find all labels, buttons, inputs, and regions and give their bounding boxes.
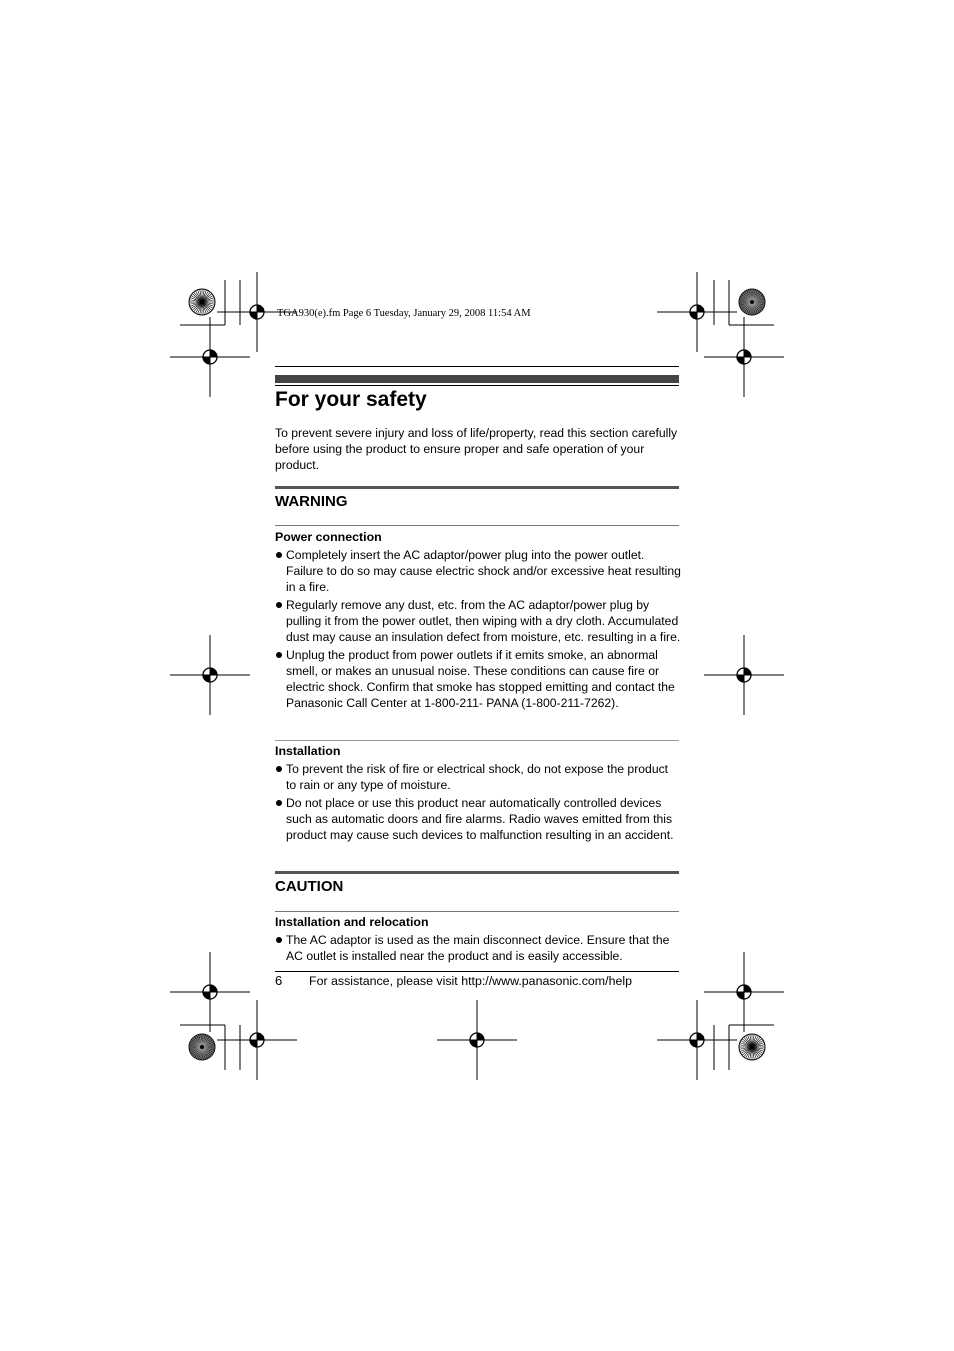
list-item: Unplug the product from power outlets if it emits smoke, an abnormal smell, or makes an unusual noise. These conditions can cause fire or electric shock. Confirm that smoke has stopped emitting and contact the Panasonic Call Center at 1-800-211- PANA (1-800-211-7262).: [275, 647, 681, 711]
list-item: Completely insert the AC adaptor/power plug into the power outlet. Failure to do so may cause electric shock and/or excessive heat resulting in a fire.: [275, 547, 681, 595]
page-title: For your safety: [275, 388, 427, 411]
power-list: [275, 547, 681, 713]
relocation-list: [275, 932, 681, 966]
list-item: Do not place or use this product near automatically controlled devices such as automatic doors and fire alarms. Radio waves emitted from this product may cause such devices to malfunction resulting in an accident.: [275, 795, 681, 843]
warning-heading: WARNING: [275, 493, 348, 510]
caution-rule: [275, 871, 679, 874]
top-under-rule: [275, 385, 679, 386]
relocation-rule: [275, 911, 679, 912]
power-heading: Power connection: [275, 530, 382, 544]
list-item: Regularly remove any dust, etc. from the AC adaptor/power plug by pulling it from the power outlet, then wiping with a dry cloth. Accumulated dust may cause an insulation defect from moisture, etc. resulting in a fire.: [275, 597, 681, 645]
footer-help-text: For assistance, please visit http://www.panasonic.com/help: [309, 974, 632, 988]
installation-list: [275, 761, 681, 845]
warning-rule: [275, 486, 679, 489]
installation-heading: Installation: [275, 744, 341, 758]
installation-rule: [275, 740, 679, 741]
relocation-heading: Installation and relocation: [275, 915, 429, 929]
list-item: The AC adaptor is used as the main disconnect device. Ensure that the AC outlet is installed near the product and is easily accessible.: [275, 932, 681, 964]
top-thin-rule: [275, 366, 679, 367]
footer-rule: [275, 971, 679, 972]
intro-paragraph: To prevent severe injury and loss of life/property, read this section carefully before using the product to ensure proper and safe operation of your product.: [275, 426, 678, 472]
caution-heading: CAUTION: [275, 878, 344, 895]
list-item: To prevent the risk of fire or electrical shock, do not expose the product to rain or any type of moisture.: [275, 761, 681, 793]
page-number: 6: [275, 973, 283, 988]
print-header: TGA930(e).fm Page 6 Tuesday, January 29, 2008 11:54 AM: [277, 308, 531, 319]
power-rule: [275, 525, 679, 526]
top-thick-rule: [275, 375, 679, 383]
